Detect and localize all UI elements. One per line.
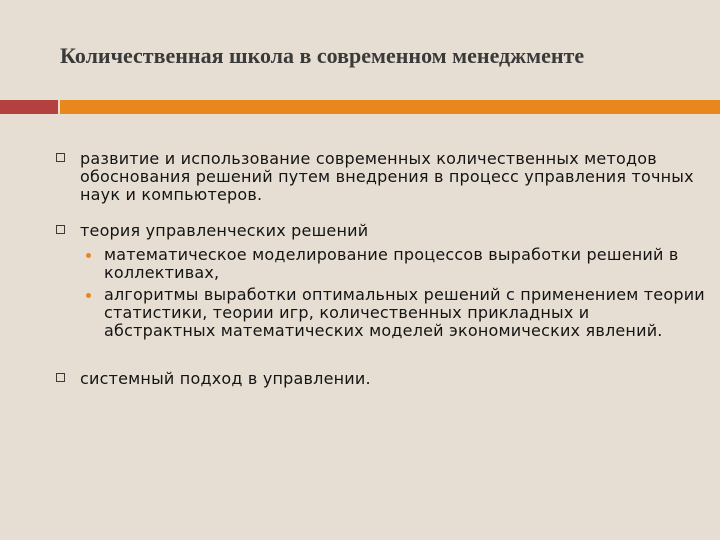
orange-dot-bullet-icon bbox=[86, 253, 91, 258]
bullet-text: развитие и использование современных количественных методов обоснования решений путем внедрения в процесс управления точных наук и компьютеров. bbox=[80, 149, 694, 204]
title-rule-main bbox=[60, 100, 720, 114]
square-outline-bullet-icon bbox=[56, 225, 65, 234]
bullet-text: теория управленческих решений bbox=[80, 221, 369, 240]
sub-bullet-text: алгоритмы выработки оптимальных решений с применением теории статистики, теории игр, количественных прикладных и абстрактных математических моделей экономических явлений. bbox=[104, 285, 705, 340]
slide-title: Количественная школа в современном менеджменте bbox=[60, 43, 585, 68]
orange-dot-bullet-icon bbox=[86, 293, 91, 298]
square-outline-bullet-icon bbox=[56, 153, 65, 162]
bullet-text: системный подход в управлении. bbox=[80, 369, 371, 388]
square-outline-bullet-icon bbox=[56, 373, 65, 382]
bullet-item bbox=[56, 150, 706, 204]
bullet-item bbox=[56, 370, 706, 388]
title-rule-accent bbox=[0, 100, 58, 114]
slide-content bbox=[56, 150, 706, 388]
sub-bullet-list bbox=[80, 246, 706, 340]
sub-bullet-item bbox=[80, 246, 706, 282]
sub-bullet-item bbox=[80, 286, 706, 340]
bullet-item bbox=[56, 222, 706, 340]
sub-bullet-text: математическое моделирование процессов выработки решений в коллективах, bbox=[104, 245, 679, 282]
